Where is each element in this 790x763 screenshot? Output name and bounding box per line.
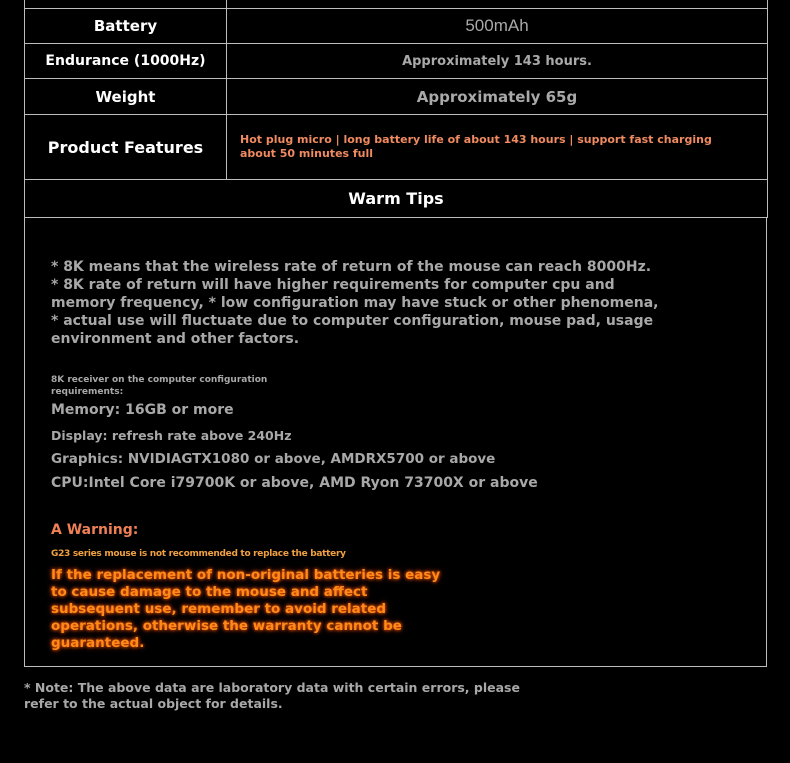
- warning-title: A Warning:: [51, 522, 139, 538]
- spec-row-battery: [25, 9, 768, 44]
- spec-row-partial: [25, 0, 768, 9]
- footnote: * Note: The above data are laboratory data with certain errors, please refer to the actual object for details.: [24, 680, 520, 711]
- tips-header-row: [25, 180, 768, 218]
- requirement-display: Display: refresh rate above 240Hz: [51, 428, 292, 443]
- spec-value-weight: Approximately 65g: [227, 79, 768, 115]
- spec-row-endurance: [25, 44, 768, 79]
- spec-label-weight: Weight: [25, 79, 227, 115]
- spec-row-features: [25, 115, 768, 180]
- spec-value-endurance: Approximately 143 hours.: [227, 44, 768, 79]
- spec-value-partial: [227, 0, 768, 9]
- spec-label-features: Product Features: [25, 115, 227, 180]
- spec-value-features: Hot plug micro | long battery life of about 143 hours | support fast charging about 50 minutes full: [227, 115, 768, 180]
- spec-label-battery: Battery: [25, 9, 227, 44]
- warning-body: If the replacement of non-original batteries is easy to cause damage to the mouse and affect subsequent use, remember to avoid related operations, otherwise the warranty cannot be guaranteed.: [51, 567, 441, 651]
- requirement-memory: Memory: 16GB or more: [51, 402, 234, 418]
- tips-box: [24, 218, 767, 667]
- tips-heading: Warm Tips: [25, 180, 768, 218]
- spec-value-battery: 500mAh: [227, 9, 768, 44]
- spec-row-weight: [25, 79, 768, 115]
- requirements-title: 8K receiver on the computer configuration requirements:: [51, 375, 268, 397]
- requirement-cpu: CPU:Intel Core i79700K or above, AMD Ryon 73700X or above: [51, 475, 538, 491]
- tips-main-text: * 8K means that the wireless rate of return of the mouse can reach 8000Hz. * 8K rate of return will have higher requirements for computer cpu and memory frequency, * low configuration may have stuck or other phenomena, * actual use will fluctuate due to computer configuration, mouse pad, usage environment and other factors.: [51, 259, 659, 347]
- requirement-graphics: Graphics: NVIDIAGTX1080 or above, AMDRX5700 or above: [51, 451, 496, 467]
- spec-label-partial: [25, 0, 227, 9]
- spec-label-endurance: Endurance (1000Hz): [25, 44, 227, 79]
- spec-table: [24, 0, 768, 218]
- warning-subtitle: G23 series mouse is not recommended to replace the battery: [51, 549, 346, 559]
